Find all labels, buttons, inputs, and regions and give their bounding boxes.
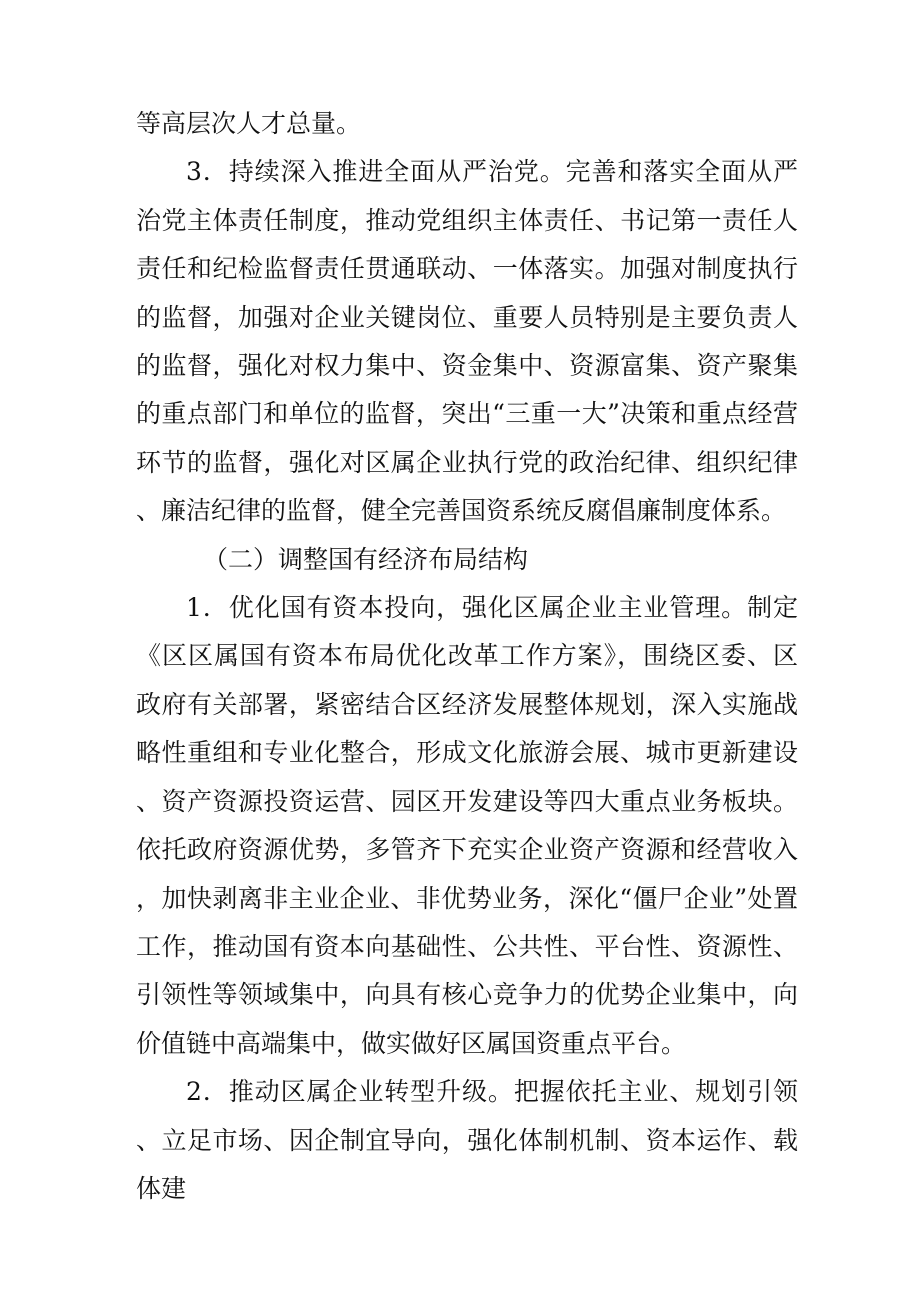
paragraph-enterprise-upgrade: 2．推动区属企业转型升级。把握依托主业、规划引领、立足市场、因企制宜导向，强化体制机制、资本运作、载体建	[136, 1077, 798, 1203]
paragraph-capital-allocation: 1．优化国有资本投向，强化区属企业主业管理。制定《区区属国有资本布局优化改革工作方案》，围绕区委、区政府有关部署，紧密结合区经济发展整体规划，深入实施战略性重组和专业化整合，形成文化旅游会展、城市更新建设、资产资源投资运营、园区开发建设等四大重点业务板块。依托政府资源优势，多管齐下充实企业资产资源和经营收入，加快剥离非主业企业、非优势业务，深化“僵尸企业”处置工作，推动国有资本向基础性、公共性、平台性、资源性、引领性等领域集中，向具有核心竞争力的优势企业集中，向价值链中高端集中，做实做好区属国资重点平台。	[136, 593, 798, 1058]
paragraph-continuation: 等高层次人才总量。	[136, 109, 362, 138]
paragraph-party-governance: 3．持续深入推进全面从严治党。完善和落实全面从严治党主体责任制度，推动党组织主体责任、书记第一责任人责任和纪检监督责任贯通联动、一体落实。加强对制度执行的监督，加强对企业关键岗位、重要人员特别是主要负责人的监督，强化对权力集中、资金集中、资源富集、资产聚集的重点部门和单位的监督，突出“三重一大”决策和重点经营环节的监督，强化对区属企业执行党的政治纪律、组织纪律、廉洁纪律的监督，健全完善国资系统反腐倡廉制度体系。	[136, 157, 798, 526]
document-body	[136, 100, 798, 1213]
section-heading-layout-adjustment: （二）调整国有经济布局结构	[203, 544, 529, 574]
